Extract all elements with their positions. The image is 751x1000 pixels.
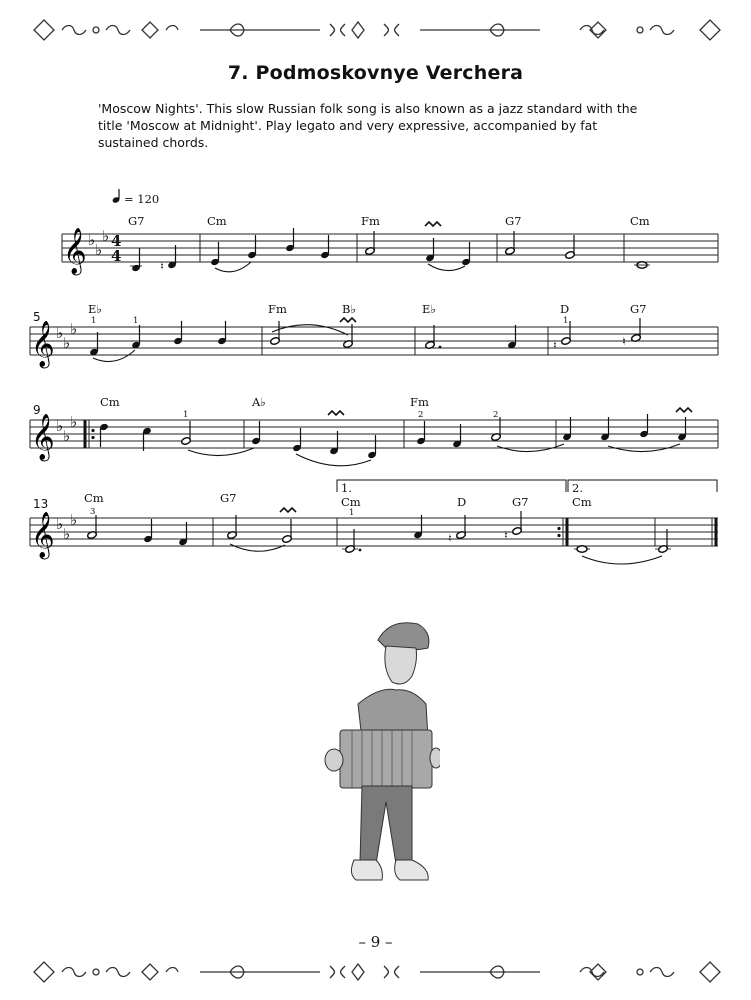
system-2 — [30, 302, 718, 369]
notes-measure-2 — [210, 228, 330, 272]
svg-text:♮: ♮ — [160, 260, 164, 273]
chord-symbol: Cm — [572, 495, 592, 509]
svg-text:4: 4 — [111, 232, 122, 250]
chord-symbol: B♭ — [342, 302, 356, 316]
time-signature — [111, 232, 121, 265]
notes-measure-3 — [365, 222, 471, 271]
treble-clef-icon: 𝄞 — [63, 228, 87, 274]
volta-bracket-1 — [337, 480, 566, 495]
svg-text:♮: ♮ — [622, 335, 626, 348]
fingering: 3 — [90, 507, 96, 517]
svg-text:♭: ♭ — [102, 227, 110, 245]
chord-symbol: G7 — [630, 302, 647, 316]
chord-symbol: Cm — [84, 491, 104, 505]
chord-symbol: Cm — [100, 395, 120, 409]
measure-number: 5 — [33, 310, 41, 324]
svg-text:♭: ♭ — [63, 427, 71, 445]
mordent-icon — [676, 408, 692, 412]
mordent-icon — [425, 222, 441, 226]
notes-system-4 — [87, 508, 671, 564]
volta-bracket-2 — [568, 480, 717, 495]
accordion-player-illustration — [300, 612, 440, 902]
chord-symbol: G7 — [220, 491, 237, 505]
svg-text:♮: ♮ — [553, 339, 557, 352]
chord-symbol: E♭ — [88, 302, 102, 316]
fingering: 1 — [349, 508, 355, 518]
svg-text:♭: ♭ — [63, 334, 71, 352]
treble-clef-icon: 𝄞 — [31, 414, 55, 460]
fingering: 1 — [183, 410, 189, 420]
measure-number: 13 — [33, 497, 49, 511]
tempo-marking — [112, 189, 159, 206]
svg-text:♭: ♭ — [88, 231, 96, 249]
staff-lines — [62, 234, 718, 262]
chord-symbol: Cm — [341, 495, 361, 509]
system-4 — [30, 480, 718, 564]
fingering: 2 — [493, 410, 499, 420]
song-introduction: 'Moscow Nights'. This slow Russian folk song is also known as a jazz standard with the title 'Moscow at Midnight'. Play legato and very expressive, accompanied by fat sustained chords. — [98, 101, 638, 150]
song-title: 7. Podmoskovnye Verchera — [227, 62, 524, 84]
chord-symbol: D — [560, 302, 570, 316]
svg-text:♭: ♭ — [56, 324, 64, 342]
svg-text:♮: ♮ — [448, 532, 452, 545]
svg-text:♮: ♮ — [504, 529, 508, 542]
fingering: 1 — [133, 316, 139, 326]
key-signature-flats — [56, 320, 77, 352]
chord-symbol: G7 — [128, 214, 145, 228]
svg-text:♭: ♭ — [56, 515, 64, 533]
chord-symbol: Fm — [410, 395, 429, 409]
fingering: 1 — [563, 316, 569, 326]
key-signature-flats — [56, 413, 77, 445]
chord-symbol: D — [457, 495, 467, 509]
notes-measure-1 — [130, 245, 177, 273]
tempo-text: = 120 — [124, 192, 160, 206]
svg-text:♭: ♭ — [56, 417, 64, 435]
system-1 — [62, 214, 718, 276]
notes-measure-5 — [634, 262, 650, 268]
key-signature-flats — [56, 511, 77, 543]
mordent-icon — [328, 411, 344, 415]
key-signature-flats — [88, 227, 109, 259]
svg-text:4: 4 — [111, 247, 122, 265]
svg-text:♭: ♭ — [70, 320, 78, 338]
chord-symbol: E♭ — [422, 302, 436, 316]
mordent-icon — [340, 318, 356, 322]
system-3 — [30, 395, 718, 466]
svg-text:♭: ♭ — [63, 525, 71, 543]
svg-text:1.: 1. — [341, 481, 352, 495]
svg-text:2.: 2. — [572, 481, 583, 495]
treble-clef-icon: 𝄞 — [31, 512, 55, 558]
page-number: – 9 – — [358, 933, 393, 951]
chord-symbol: Fm — [268, 302, 287, 316]
mordent-icon — [280, 508, 296, 512]
measure-number: 9 — [33, 403, 41, 417]
chord-symbol: G7 — [505, 214, 522, 228]
chord-symbol: Cm — [207, 214, 227, 228]
chord-symbol: A♭ — [252, 395, 266, 409]
fingering: 2 — [418, 410, 424, 420]
treble-clef-icon: 𝄞 — [31, 321, 55, 367]
fingering: 1 — [91, 316, 97, 326]
svg-text:♭: ♭ — [70, 511, 78, 529]
chord-symbol: G7 — [512, 495, 529, 509]
bottom-decorative-border — [0, 952, 751, 992]
chord-symbol: Fm — [361, 214, 380, 228]
chord-symbol: Cm — [630, 214, 650, 228]
svg-text:♭: ♭ — [95, 241, 103, 259]
svg-text:♭: ♭ — [70, 413, 78, 431]
